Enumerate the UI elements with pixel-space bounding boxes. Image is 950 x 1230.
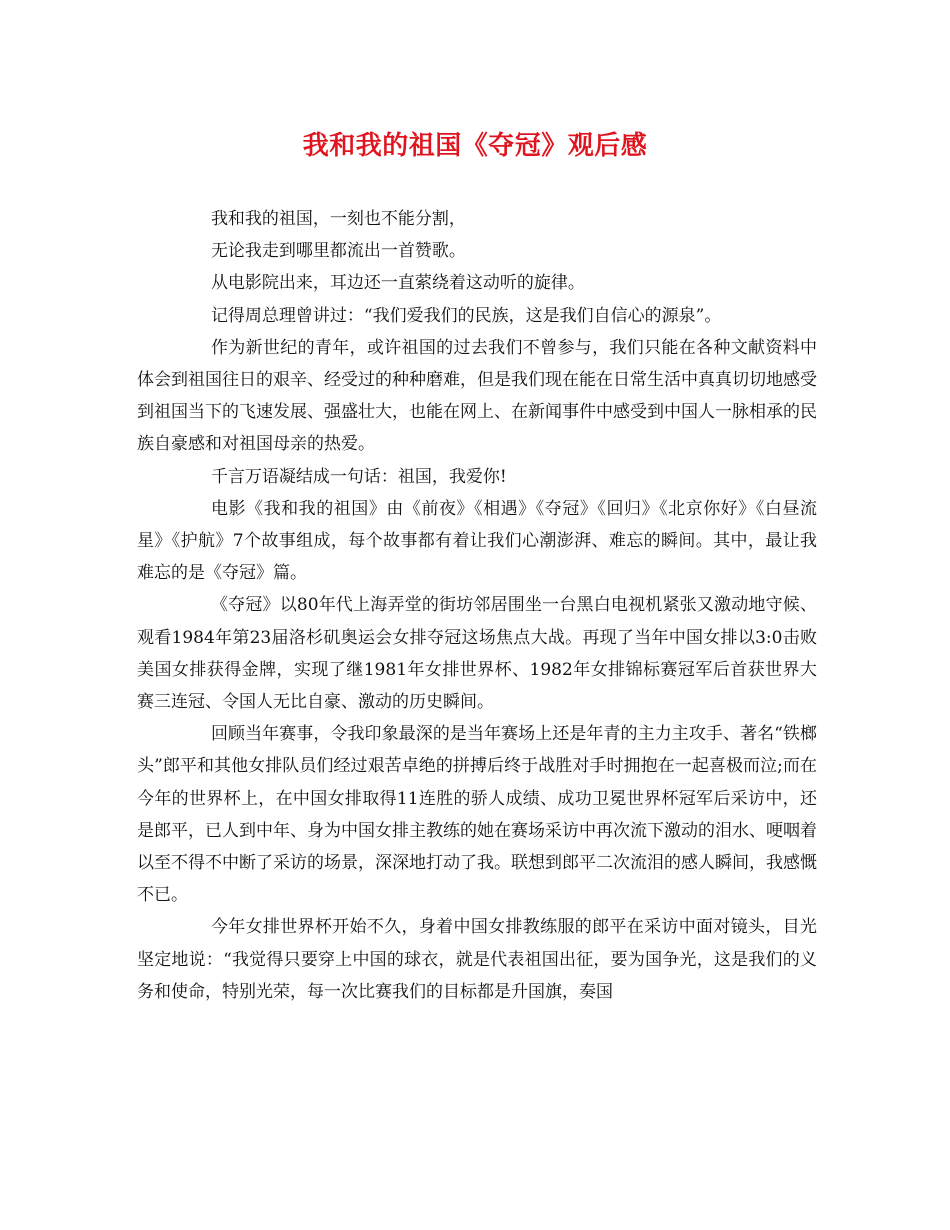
paragraph-8: 《夺冠》以80年代上海弄堂的街坊邻居围坐一台黑白电视机紧张又激动地守候、观看1984年第23届洛杉矶奥运会女排夺冠这场焦点大战。再现了当年中国女排以3:0击败美国女排获得金牌，实现了继1981年女排世界杯、1982年女排锦标赛冠军后首获世界大赛三连冠、令国人无比自豪、激动的历史瞬间。 — [137, 595, 817, 713]
paragraph-4: 记得周总理曾讲过：“我们爱我们的民族，这是我们自信心的源泉”。 — [210, 305, 722, 326]
document-title: 我和我的祖国《夺冠》观后感 — [302, 131, 648, 161]
paragraph-3: 从电影院出来，耳边还一直萦绕着这动听的旋律。 — [210, 273, 585, 294]
paragraph-10: 今年女排世界杯开始不久，身着中国女排教练服的郎平在采访中面对镜头，目光坚定地说：“我觉得只要穿上中国的球衣，就是代表祖国出征，要为国争光，这是我们的义务和使命，特别光荣，每一次比赛我们的目标都是升国旗，奏国 — [137, 917, 817, 1002]
paragraph-6: 千言万语凝结成一句话：祖国，我爱你! — [210, 466, 507, 487]
paragraph-2: 无论我走到哪里都流出一首赞歌。 — [210, 241, 466, 262]
paragraph-5: 作为新世纪的青年，或许祖国的过去我们不曾参与，我们只能在各种文献资料中体会到祖国往日的艰辛、经受过的种种磨难，但是我们现在能在日常生活中真真切切地感受到祖国当下的飞速发展、强盛壮大，也能在网上、在新闻事件中感受到中国人一脉相承的民族自豪感和对祖国母亲的热爱。 — [137, 337, 817, 455]
paragraph-1: 我和我的祖国，一刻也不能分割， — [210, 209, 466, 229]
paragraph-7: 电影《我和我的祖国》由《前夜》《相遇》《夺冠》《回归》《北京你好》《白昼流星》《护航》7个故事组成，每个故事都有着让我们心潮澎湃、难忘的瞬间。其中，最让我难忘的是《夺冠》篇。 — [137, 498, 817, 584]
document-body — [137, 203, 817, 1008]
paragraph-9: 回顾当年赛事，令我印象最深的是当年赛场上还是年青的主力主攻手、著名“铁榔头”郎平和其他女排队员们经过艰苦卓绝的拼搏后终于战胜对手时拥抱在一起喜极而泣;而在今年的世界杯上，在中国女排取得11连胜的骄人成绩、成功卫冕世界杯冠军后采访中，还是郎平，已人到中年、身为中国女排主教练的她在赛场采访中再次流下激动的泪水、哽咽着以至不得不中断了采访的场景，深深地打动了我。联想到郎平二次流泪的感人瞬间，我感慨不已。 — [137, 724, 817, 906]
